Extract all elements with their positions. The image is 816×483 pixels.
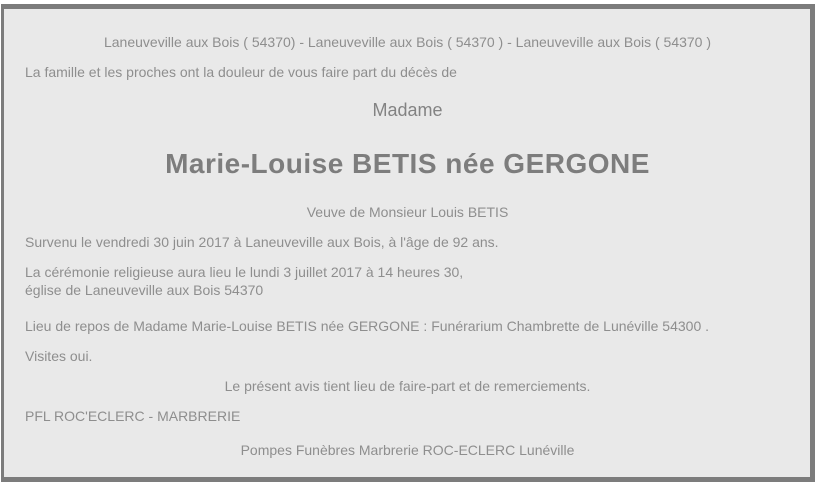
locations-header: Laneuveville aux Bois ( 54370) - Laneuveville aux Bois ( 54370 ) - Laneuveville aux Bois ( 54370 ) xyxy=(103,34,712,50)
ceremony-line-2: église de Laneuveville aux Bois 54370 xyxy=(25,282,264,298)
signature-line: Pompes Funèbres Marbrerie ROC-ECLERC Lunéville xyxy=(240,442,575,458)
intro-line: La famille et les proches ont la douleur de vous faire part du décès de xyxy=(25,64,457,80)
death-line: Survenu le vendredi 30 juin 2017 à Laneuveville aux Bois, à l'âge de 92 ans. xyxy=(25,234,499,250)
ceremony-line-1: La cérémonie religieuse aura lieu le lundi 3 juillet 2017 à 14 heures 30, xyxy=(25,264,464,280)
widow-line: Veuve de Monsieur Louis BETIS xyxy=(306,204,509,220)
repose-line: Lieu de repos de Madame Marie-Louise BETIS née GERGONE : Funérarium Chambrette de Lunéville 54300 . xyxy=(25,318,710,334)
death-notice-card xyxy=(1,4,815,482)
deceased-name: Marie-Louise BETIS née GERGONE xyxy=(165,148,650,179)
civility-title: Madame xyxy=(372,100,443,120)
ceremony-paragraph xyxy=(25,263,790,299)
funeral-home-line: PFL ROC'ECLERC - MARBRERIE xyxy=(25,408,241,424)
faire-part-line: Le présent avis tient lieu de faire-part et de remerciements. xyxy=(224,378,591,394)
visits-line: Visites oui. xyxy=(25,348,93,364)
